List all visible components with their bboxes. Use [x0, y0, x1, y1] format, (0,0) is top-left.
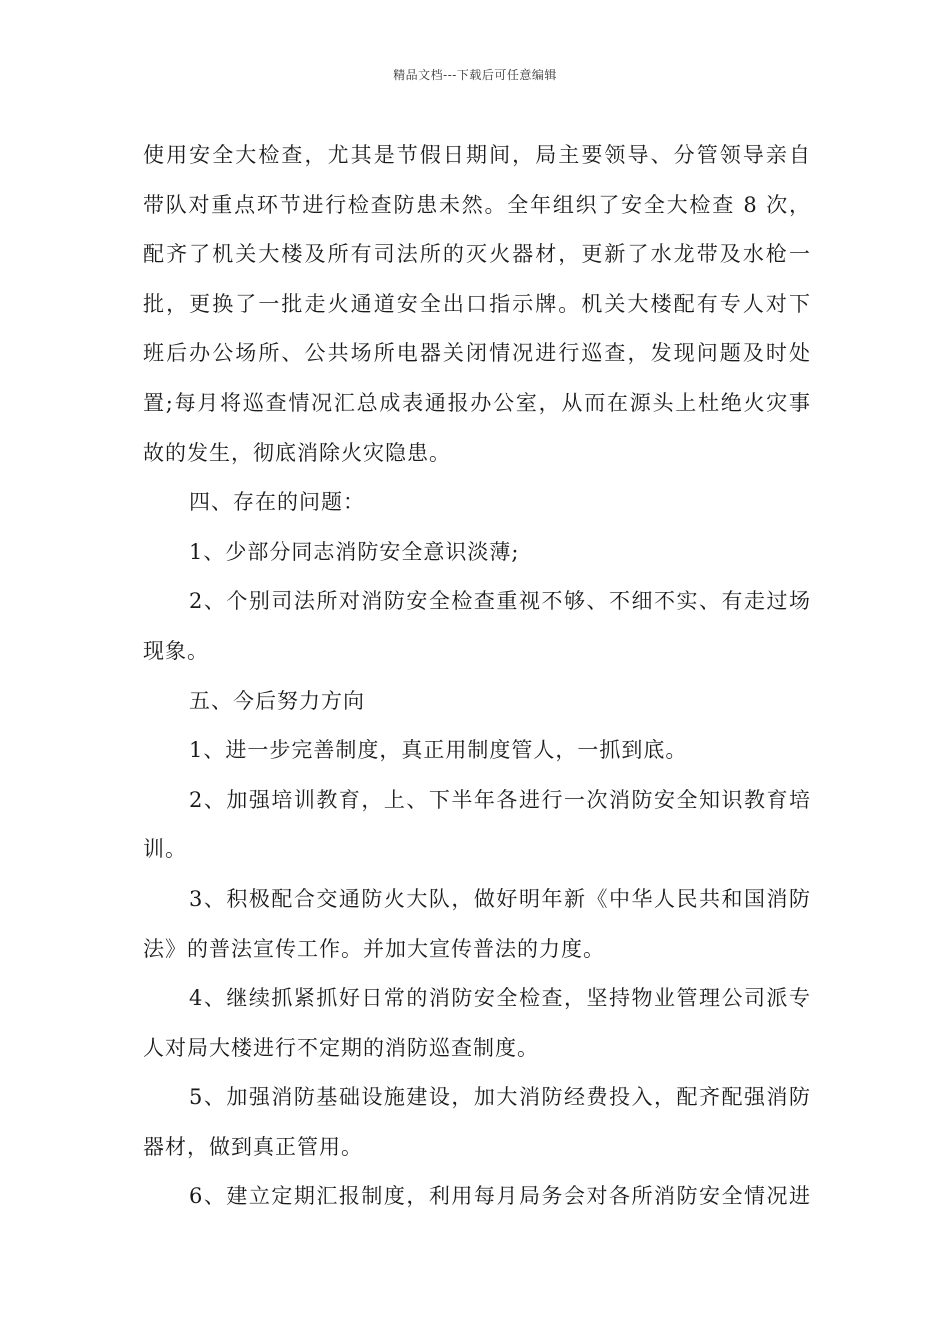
list-item: 4、继续抓紧抓好日常的消防安全检查，坚持物业管理公司派专	[189, 986, 811, 1011]
list-item: 5、加强消防基础设施建设，加大消防经费投入，配齐配强消防	[189, 1085, 811, 1110]
text-line: 现象。	[143, 638, 209, 663]
section-heading: 四、存在的问题：	[189, 490, 365, 515]
list-item: 3、积极配合交通防火大队，做好明年新《中华人民共和国消防	[189, 886, 811, 911]
document-body	[143, 131, 811, 1222]
text-line: 带队对重点环节进行检查防患未然。全年组织了安全大检查 8 次，	[143, 192, 811, 217]
list-item: 1、少部分同志消防安全意识淡薄;	[189, 539, 520, 564]
text-line: 法》的普法宣传工作。并加大宣传普法的力度。	[143, 936, 605, 961]
list-item: 2、加强培训教育，上、下半年各进行一次消防安全知识教育培	[189, 787, 811, 812]
text-line: 班后办公场所、公共场所电器关闭情况进行巡查，发现问题及时处	[143, 341, 811, 366]
text-line: 人对局大楼进行不定期的消防巡查制度。	[143, 1035, 539, 1060]
text-line: 器材，做到真正管用。	[143, 1134, 363, 1159]
text-line: 置;每月将巡查情况汇总成表通报办公室，从而在源头上杜绝火灾事	[143, 390, 811, 415]
text-line: 配齐了机关大楼及所有司法所的灭火器材，更新了水龙带及水枪一	[143, 242, 811, 267]
text-line: 批，更换了一批走火通道安全出口指示牌。机关大楼配有专人对下	[143, 291, 811, 316]
section-heading: 五、今后努力方向	[189, 688, 365, 713]
text-line: 训。	[143, 837, 187, 862]
list-item: 2、个别司法所对消防安全检查重视不够、不细不实、有走过场	[189, 589, 811, 614]
text-line: 故的发生，彻底消除火灾隐患。	[143, 440, 451, 465]
list-item: 6、建立定期汇报制度，利用每月局务会对各所消防安全情况进	[189, 1184, 811, 1209]
list-item: 1、进一步完善制度，真正用制度管人，一抓到底。	[189, 738, 688, 763]
page-header: 精品文档---下载后可任意编辑	[393, 68, 557, 82]
text-line: 使用安全大检查，尤其是节假日期间，局主要领导、分管领导亲自	[143, 143, 811, 167]
